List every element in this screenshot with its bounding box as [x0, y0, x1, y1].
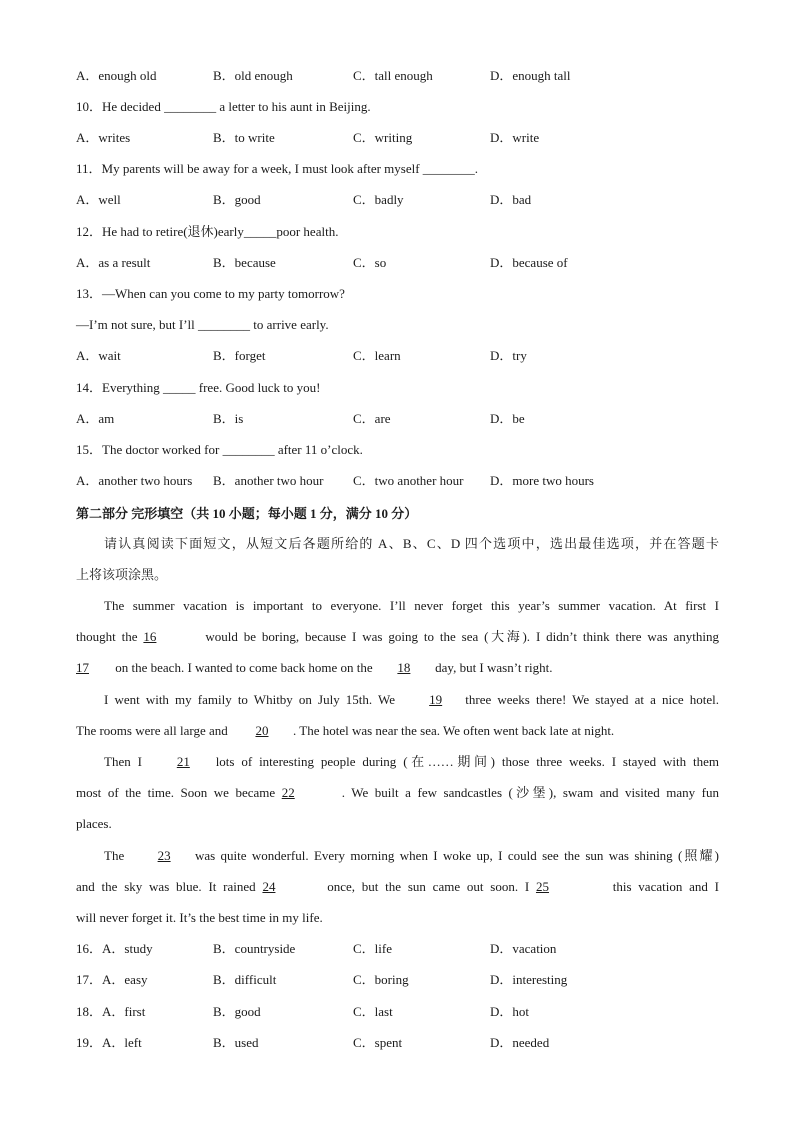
- q13-option-c: C．learn: [353, 348, 401, 363]
- q17-option-b: B．difficult: [213, 972, 277, 987]
- q13-option-b: B．forget: [213, 348, 266, 363]
- q13-stem-reply: —I’m not sure, but I’ll ________ to arrive early.: [76, 317, 329, 332]
- q19-option-a: [76, 1034, 142, 1052]
- q12-option-d: D．because of: [490, 255, 568, 270]
- q15-option-a: A．another two hours: [76, 473, 193, 488]
- section-instructions: [76, 535, 719, 597]
- q12-option-a: A．as a result: [76, 255, 151, 270]
- q14-option-d: D．be: [490, 411, 525, 426]
- p4-text: was quite wonderful. Every morning when I woke up, I could see the sun was shining (照耀): [189, 848, 719, 863]
- q19-option-c: C．spent: [353, 1035, 403, 1050]
- blank-23: 23: [157, 848, 171, 863]
- q19-number: 19．: [76, 1035, 103, 1050]
- p4-text: this vacation and I: [605, 879, 719, 894]
- q10-option-d: D．write: [490, 130, 540, 145]
- passage-paragraph-1: [76, 597, 719, 690]
- p1-text: on the beach. I wanted to come back home on the: [112, 660, 376, 675]
- p3-text: . We built a few sandcastles (沙堡), swam and visited many fun: [341, 785, 719, 800]
- q9-option-c: C．tall enough: [353, 68, 433, 83]
- q18-option-c: C．last: [353, 1004, 393, 1019]
- q16-option-a-text: A．study: [102, 941, 153, 956]
- p4-text: once, but the sun came out soon. I: [320, 879, 536, 894]
- q16-number: 16．: [76, 941, 103, 956]
- q17-option-a-text: A．easy: [102, 972, 148, 987]
- q14-option-a: A．am: [76, 411, 115, 426]
- q13-stem: 13．—When can you come to my party tomorrow?: [76, 286, 345, 301]
- q13-option-a: A．wait: [76, 348, 121, 363]
- p2-text: I went with my family to Whitby on July 15th. We: [104, 692, 402, 707]
- p1-line-1: The summer vacation is important to everyone. I’ll never forget this year’s summer vacation. At first I: [104, 598, 719, 613]
- q19-option-a-text: A．left: [102, 1035, 142, 1050]
- q12-option-b: B．because: [213, 255, 276, 270]
- blank-25: 25: [535, 879, 549, 894]
- q18-option-b: B．good: [213, 1004, 261, 1019]
- blank-17: 17: [76, 660, 89, 675]
- q14-stem: 14．Everything _____ free. Good luck to you!: [76, 380, 321, 395]
- q11-option-b: B．good: [213, 192, 261, 207]
- p2-line-2: [76, 722, 719, 753]
- q18-option-a: [76, 1003, 145, 1021]
- q15-option-d: D．more two hours: [490, 473, 594, 488]
- q10-stem: 10．He decided ________ a letter to his aunt in Beijing.: [76, 99, 371, 114]
- q11-option-d: D．bad: [490, 192, 532, 207]
- q10-option-b: B．to write: [213, 130, 275, 145]
- p1-line-3: [76, 659, 719, 690]
- q16-option-c: C．life: [353, 941, 392, 956]
- p4-text: and the sky was blue. It rained: [76, 879, 263, 894]
- p3-line-3: places.: [76, 816, 112, 831]
- p4-line-3: will never forget it. It’s the best time in my life.: [76, 910, 323, 925]
- blank-18: 18: [397, 660, 411, 675]
- q11-stem: 11．My parents will be away for a week, I must look after myself ________.: [76, 161, 479, 176]
- q9-option-d: D．enough tall: [490, 68, 571, 83]
- q17-option-d: D．interesting: [490, 972, 568, 987]
- p2-text: The rooms were all large and: [76, 723, 231, 738]
- q12-stem: 12．He had to retire(退休)early_____poor health.: [76, 224, 339, 239]
- passage-paragraph-2: [76, 691, 719, 753]
- p4-line-1: [76, 847, 719, 878]
- p2-line-1: [76, 691, 719, 722]
- q10-option-c: C．writing: [353, 130, 413, 145]
- p1-text: thought the: [76, 629, 144, 644]
- instruction-line-1: 请认真阅读下面短文，从短文后各题所给的 A、B、C、D 四个选项中，选出最佳选项，并在答题卡: [104, 536, 719, 551]
- q17-option-a: [76, 971, 148, 989]
- q16-option-d: D．vacation: [490, 941, 557, 956]
- p3-line-2: [76, 784, 719, 815]
- q13-option-d: D．try: [490, 348, 527, 363]
- p3-text: most of the time. Soon we became: [76, 785, 282, 800]
- p3-line-1: [76, 753, 719, 784]
- q14-option-b: B．is: [213, 411, 244, 426]
- p1-text: would be boring, because I was going to the sea (大海). I didn’t think there was anything: [199, 629, 720, 644]
- q15-stem: 15．The doctor worked for ________ after 11 o’clock.: [76, 442, 363, 457]
- q9-option-b: B．old enough: [213, 68, 293, 83]
- q17-option-c: C．boring: [353, 972, 409, 987]
- q10-option-a: A．writes: [76, 130, 131, 145]
- p3-text: lots of interesting people during (在……期间) those three weeks. I stayed with them: [208, 754, 719, 769]
- passage-paragraph-3: [76, 753, 719, 846]
- q18-number: 18．: [76, 1004, 103, 1019]
- q15-option-c: C．two another hour: [353, 473, 464, 488]
- q11-option-c: C．badly: [353, 192, 404, 207]
- blank-24: 24: [262, 879, 276, 894]
- q9-option-a: A．enough old: [76, 68, 157, 83]
- q12-option-c: C．so: [353, 255, 387, 270]
- q16-option-a: [76, 940, 153, 958]
- q14-option-c: C．are: [353, 411, 391, 426]
- q19-option-d: D．needed: [490, 1035, 550, 1050]
- q17-number: 17．: [76, 972, 103, 987]
- q18-option-d: D．hot: [490, 1004, 530, 1019]
- blank-19: 19: [429, 692, 443, 707]
- p3-text: Then I: [104, 754, 149, 769]
- p2-text: . The hotel was near the sea. We often went back late at night.: [292, 723, 615, 738]
- blank-20: 20: [255, 723, 269, 738]
- blank-22: 22: [281, 785, 295, 800]
- q18-option-a-text: A．first: [102, 1004, 146, 1019]
- blank-16: 16: [143, 629, 157, 644]
- p1-line-2: [76, 628, 719, 659]
- p4-text: The: [104, 848, 130, 863]
- p4-line-2: [76, 878, 719, 909]
- q16-option-b: B．countryside: [213, 941, 296, 956]
- q11-option-a: A．well: [76, 192, 121, 207]
- section-title: 第二部分 完形填空（共 10 小题；每小题 1 分，满分 10 分）: [76, 506, 418, 521]
- blank-21: 21: [176, 754, 190, 769]
- passage-paragraph-4: [76, 847, 719, 940]
- instruction-line-2: 上将该项涂黑。: [76, 567, 168, 582]
- q19-option-b: B．used: [213, 1035, 259, 1050]
- q15-option-b: B．another two hour: [213, 473, 324, 488]
- p1-text: day, but I wasn’t right.: [431, 660, 553, 675]
- p2-text: three weeks there! We stayed at a nice hotel.: [459, 692, 719, 707]
